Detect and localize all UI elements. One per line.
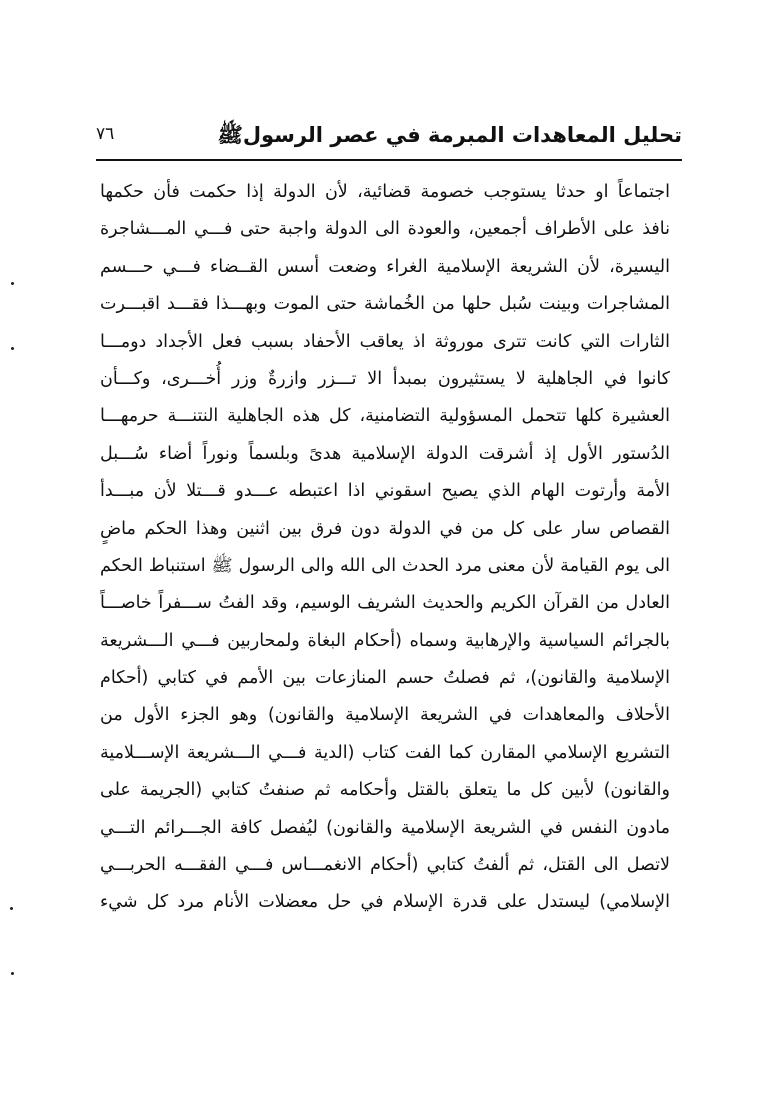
text-line: القصاص سار على كل من في الدولة دون فرق بين اثنين وهذا الحكم ماضٍ	[100, 518, 670, 539]
running-header	[96, 118, 682, 158]
text-line: الأمة وأرتوت الهام الذي يصيح اسقوني اذا اعتبطه عـــدو قـــتلا لأن مبـــدأ	[100, 481, 670, 502]
text-line: الإسلامي) ليستدل على قدرة الإسلام في حل معضلات الأنام مرد كل شيء	[100, 892, 670, 913]
page-number: ٧٦	[96, 124, 115, 144]
text-line: الثارات التي كانت تترى موروثة اذ يعاقب الأحفاد بسبب فعل الأجداد دومـــا	[100, 331, 670, 352]
text-line: مادون النفس في الشريعة الإسلامية والقانون) ليُفصل كافة الجـــرائم التـــي	[100, 817, 670, 838]
text-line: الى يوم القيامة لأن معنى مرد الحدث الى الله والى الرسول ﷺ استنباط الحكم	[100, 555, 670, 576]
scan-speck	[11, 282, 14, 285]
scan-speck	[11, 972, 14, 975]
text-line: والقانون) لأبين كل ما يتعلق بالقتل وأحكامه ثم صنفتُ كتابي (الجريمة على	[100, 780, 670, 801]
text-line: الإسلامية والقانون)، ثم فصلتُ حسم المنازعات بين الأمم في كتابي (أحكام	[100, 668, 670, 689]
text-line: نافذ على الأطراف أجمعين، والعودة الى الدولة واجبة حتى فـــي المـــشاجرة	[100, 219, 670, 240]
text-line: كانوا في الجاهلية لا يستثيرون بمبدأ الا تـــزر وازرةٌ وزر أُخـــرى، وكـــأن	[100, 368, 670, 389]
header-divider	[96, 159, 682, 161]
text-line: بالجرائم السياسية والإرهابية وسماه (أحكام البغاة ولمحاربين فـــي الـــشريعة	[100, 630, 670, 651]
scan-speck	[11, 347, 14, 350]
body-paragraph	[100, 174, 670, 922]
text-line: العشيرة كلها تتحمل المسؤولية التضامنية، كل هذه الجاهلية النتنـــة حرمهـــا	[100, 406, 670, 427]
text-line: اليسيرة، لأن الشريعة الإسلامية الغراء وضعت أسس القــضاء فـــي حـــسم	[100, 256, 670, 277]
text-line: العادل من القرآن الكريم والحديث الشريف الوسيم، وقد الفتُ ســـفراً خاصـــاً	[100, 593, 670, 614]
book-title: تحليل المعاهدات المبرمة في عصر الرسولﷺ	[217, 123, 682, 147]
text-line: الدُستور الأول إذ أشرقت الدولة الإسلامية هدىً وبلسماً ونوراً أضاء سُـــبل	[100, 443, 670, 464]
text-line: التشريع الإسلامي المقارن كما الفت كتاب (الدية فـــي الـــشريعة الإســـلامية	[100, 742, 670, 763]
text-line: لاتصل الى القتل، ثم ألفتُ كتابي (أحكام الانغمـــاس فـــي الفقـــه الحربـــي	[100, 855, 670, 876]
scan-speck	[10, 907, 13, 910]
text-line: الأحلاف والمعاهدات في الشريعة الإسلامية والقانون) وهو الجزء الأول من	[100, 705, 670, 726]
text-line: اجتماعاً او حدثا يستوجب خصومة قضائية، لأن الدولة إذا حكمت فأن حكمها	[100, 182, 670, 202]
text-line: المشاجرات وبينت سُبل حلها من الخُماشة حتى الموت وبهـــذا فقـــد اقبـــرت	[100, 294, 670, 315]
